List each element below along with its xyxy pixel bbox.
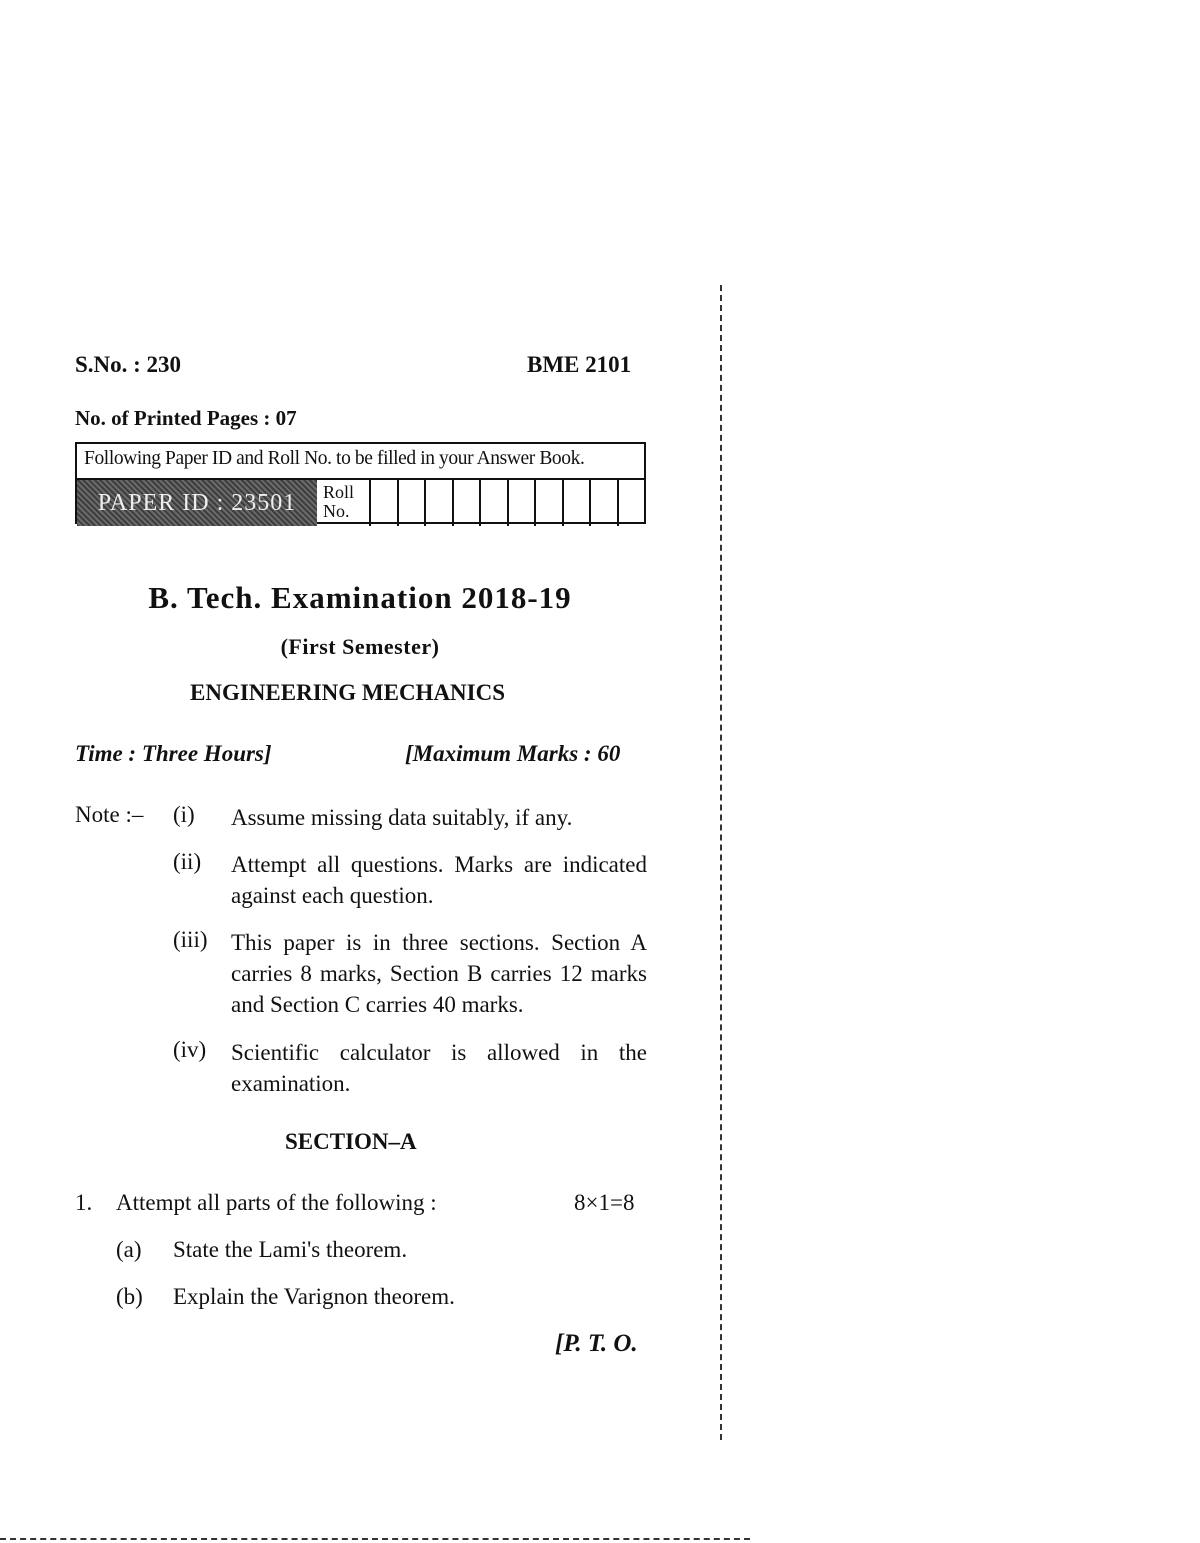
exam-title: B. Tech. Examination 2018-19 — [148, 580, 572, 615]
roll-cell[interactable] — [589, 480, 617, 526]
note-number: (ii) — [173, 849, 202, 874]
paper-id-label: PAPER ID : 23501 — [77, 480, 317, 526]
roll-label-line1: Roll — [323, 482, 355, 502]
roll-cell[interactable] — [369, 480, 397, 526]
id-box-instruction: Following Paper ID and Roll No. to be filled in your Answer Book. — [77, 444, 644, 480]
id-row — [77, 480, 644, 526]
part-label: (a) — [116, 1237, 142, 1262]
semester: (First Semester) — [280, 634, 440, 659]
roll-cell[interactable] — [534, 480, 562, 526]
roll-cell[interactable] — [397, 480, 425, 526]
printed-pages: No. of Printed Pages : 07 — [75, 406, 297, 430]
roll-number-cells[interactable] — [369, 480, 644, 526]
serial-number: S.No. : 230 — [75, 352, 182, 377]
please-turn-over: [P. T. O. — [555, 1330, 638, 1357]
subject: ENGINEERING MECHANICS — [190, 680, 506, 705]
roll-cell[interactable] — [479, 480, 507, 526]
note-text: Assume missing data suitably, if any. — [231, 805, 573, 830]
question-text: Attempt all parts of the following : — [116, 1190, 437, 1215]
roll-no-label — [317, 480, 369, 526]
part-text: Explain the Varignon theorem. — [173, 1284, 455, 1309]
page-edge-line — [720, 285, 722, 1440]
page-bottom-line — [0, 1538, 750, 1540]
exam-time: Time : Three Hours] — [75, 741, 272, 766]
question-number: 1. — [75, 1190, 93, 1215]
paper-id-box — [75, 442, 646, 524]
roll-cell[interactable] — [424, 480, 452, 526]
note-text: This paper is in three sections. Section A carries 8 marks, Section B carries 12 marks and Section C carries 40 marks. — [231, 930, 647, 1017]
roll-cell[interactable] — [617, 480, 645, 526]
question-marks: 8×1=8 — [574, 1190, 635, 1215]
roll-cell[interactable] — [507, 480, 535, 526]
note-text: Scientific calculator is allowed in the examination. — [231, 1040, 647, 1096]
note-text: Attempt all questions. Marks are indicated against each question. — [231, 852, 647, 908]
note-number: (i) — [173, 802, 195, 827]
note-label: Note :– — [75, 802, 144, 827]
course-code: BME 2101 — [527, 352, 632, 377]
note-number: (iv) — [173, 1037, 207, 1062]
maximum-marks: [Maximum Marks : 60 — [405, 741, 621, 766]
roll-cell[interactable] — [452, 480, 480, 526]
note-number: (iii) — [173, 927, 208, 952]
part-text: State the Lami's theorem. — [173, 1237, 408, 1262]
section-a-heading: SECTION–A — [285, 1129, 417, 1154]
part-label: (b) — [116, 1284, 143, 1309]
roll-cell[interactable] — [562, 480, 590, 526]
roll-label-line2: No. — [323, 501, 350, 521]
